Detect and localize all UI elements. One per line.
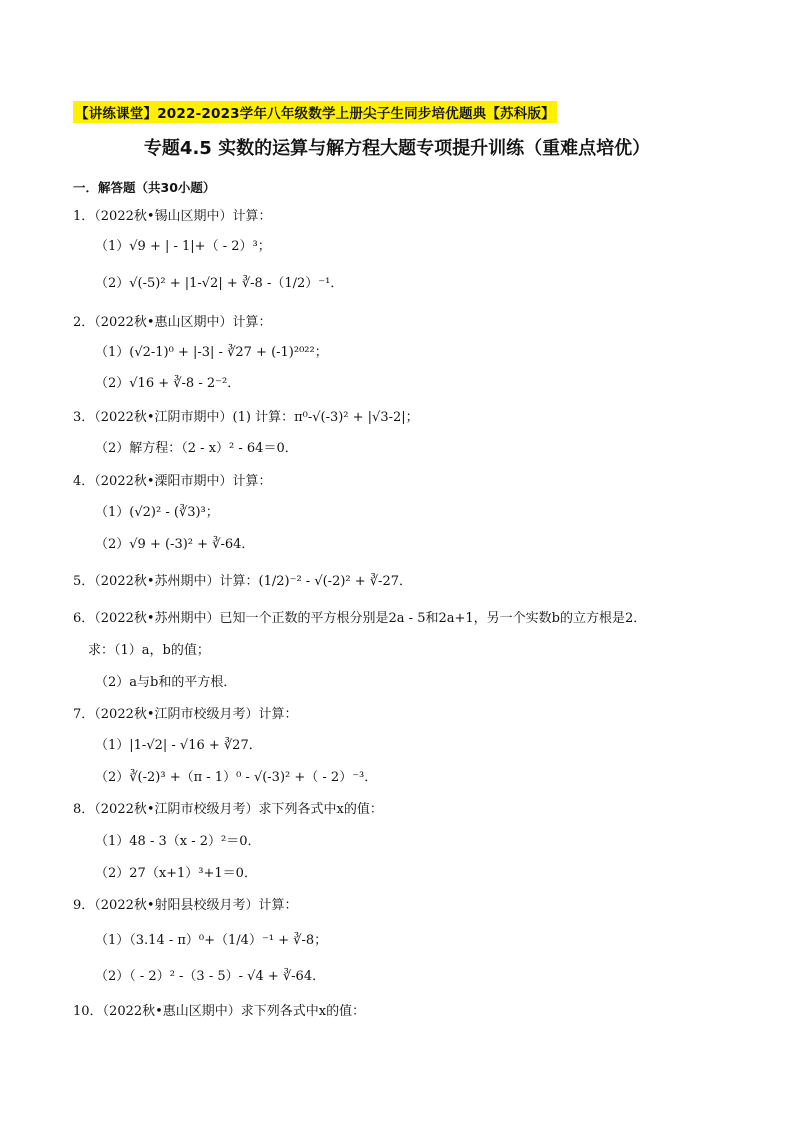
page-title: 专题4.5 实数的运算与解方程大题专项提升训练（重难点培优） — [143, 138, 651, 159]
section-heading: 一．解答题（共30小题） — [73, 180, 216, 195]
question-4-stem: 4．（2022秋•溧阳市期中）计算： — [73, 474, 272, 489]
question-6-part-2: （2）a与b和的平方根． — [95, 675, 237, 690]
question-8-stem: 8．（2022秋•江阴市校级月考）求下列各式中x的值： — [73, 802, 383, 817]
question-6-stem: 6．（2022秋•苏州期中）已知一个正数的平方根分别是2a - 5和2a+1，另一个实数b的立方根是2． — [73, 611, 647, 626]
question-9-part-1: （1）（3.14 - π）⁰+（1/4）⁻¹ + ∛-8； — [95, 933, 328, 948]
question-8-part-2: （2）27（x+1）³+1＝0． — [95, 866, 257, 881]
question-4-part-1: （1）(√2)² - (∛3)³； — [95, 505, 219, 520]
question-8-part-1: （1）48 - 3（x - 2）²＝0． — [95, 834, 261, 849]
question-2-stem: 2．（2022秋•惠山区期中）计算： — [73, 315, 272, 330]
question-9-part-2: （2）（ - 2）² -（3 - 5）- √4 + ∛-64． — [95, 969, 326, 984]
question-7-part-1: （1）|1-√2| - √16 + ∛27． — [95, 738, 262, 753]
question-3-stem: 3．（2022秋•江阴市期中）(1) 计算：π⁰-√(-3)² + |√3-2|； — [73, 410, 419, 425]
question-7-part-2: （2）∛(-2)³ +（π - 1）⁰ - √(-3)² +（ - 2）⁻³． — [95, 770, 378, 785]
question-9-stem: 9．（2022秋•射阳县校级月考）计算： — [73, 898, 298, 913]
question-7-stem: 7．（2022秋•江阴市校级月考）计算： — [73, 707, 298, 722]
question-1-stem: 1．（2022秋•锡山区期中）计算： — [73, 209, 272, 224]
question-2-part-1: （1）(√2-1)⁰ + |-3| - ∛27 + (-1)²⁰²²； — [95, 345, 328, 360]
question-3-part-2: （2）解方程：（2 - x）² - 64＝0． — [95, 441, 298, 456]
question-1-part-1: （1）√9 + | - 1|+（ - 2）³； — [95, 239, 271, 254]
question-10-stem: 10．（2022秋•惠山区期中）求下列各式中x的值： — [73, 1004, 366, 1019]
series-banner: 【讲练课堂】2022-2023学年八年级数学上册尖子生同步培优题典【苏科版】 — [73, 101, 557, 123]
question-6-part-1: 求：（1）a，b的值； — [88, 643, 210, 658]
question-4-part-2: （2）√9 + (-3)² + ∛-64． — [95, 537, 255, 552]
question-2-part-2: （2）√16 + ∛-8 - 2⁻²． — [95, 376, 241, 391]
question-1-part-2: （2）√(-5)² + |1-√2| + ∛-8 -（1/2）⁻¹． — [95, 276, 344, 291]
question-5-stem: 5．（2022秋•苏州期中）计算：(1/2)⁻² - √(-2)² + ∛-27． — [73, 574, 412, 589]
